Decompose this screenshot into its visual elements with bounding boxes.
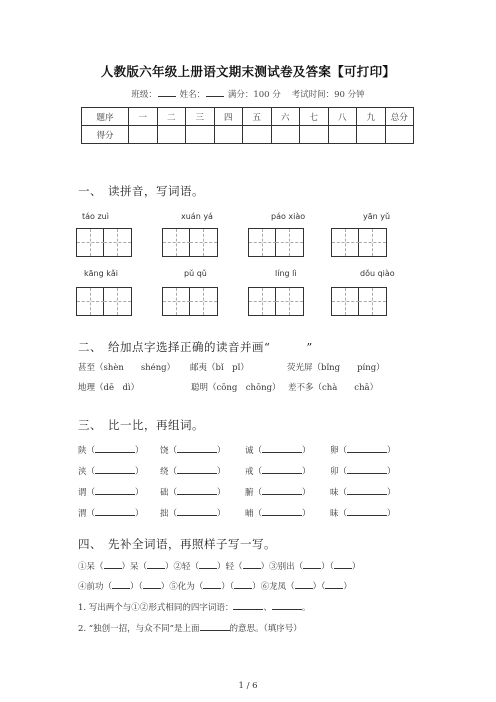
section-4-heading — [78, 536, 276, 552]
answer-blank[interactable] — [272, 600, 302, 610]
question-1: 1. 写出两个与①②形式相同的四字词语： 、 。 — [78, 600, 310, 613]
answer-blank[interactable] — [303, 559, 321, 569]
answer-blank[interactable] — [199, 559, 217, 569]
class-label: 班级： — [131, 90, 157, 100]
answer-blank[interactable] — [95, 506, 135, 516]
answer-blank[interactable] — [243, 559, 261, 569]
score-cell — [300, 126, 329, 144]
answer-blank[interactable] — [262, 485, 302, 495]
writing-grid[interactable] — [162, 287, 218, 316]
score-header-cell: 三 — [186, 108, 215, 126]
idiom-line-2: ④前功（ ）（ ）⑤化为（ ）（ ）⑥龙凤（ ）（ ） — [78, 579, 352, 592]
compare-item: 卯（ ） — [330, 464, 396, 477]
compare-item: 晡（ ） — [245, 506, 311, 519]
answer-blank[interactable] — [262, 506, 302, 516]
compare-item: 浃（ ） — [78, 464, 144, 477]
score-header-cell: 一 — [129, 108, 158, 126]
compare-item: 卵（ ） — [330, 443, 396, 456]
pronunciation-item: 地理（dē dì） — [78, 383, 140, 393]
answer-blank[interactable] — [347, 506, 387, 516]
score-header-cell: 总分 — [385, 108, 414, 126]
answer-blank[interactable] — [262, 443, 302, 453]
pronunciation-item: 邮夷（bǐ pǐ） — [190, 363, 249, 373]
answer-blank[interactable] — [262, 464, 302, 474]
answer-blank[interactable] — [147, 559, 165, 569]
compare-item: 昧（ ） — [330, 506, 396, 519]
score-cell — [243, 126, 272, 144]
name-blank — [206, 88, 224, 97]
section-number: 一、 — [78, 184, 102, 198]
writing-grid[interactable] — [331, 228, 387, 257]
answer-blank[interactable] — [347, 464, 387, 474]
answer-blank[interactable] — [177, 485, 217, 495]
answer-blank[interactable] — [234, 579, 252, 589]
score-cell — [214, 126, 243, 144]
score-cell — [328, 126, 357, 144]
writing-grid[interactable] — [248, 287, 304, 316]
section-number: 四、 — [78, 537, 102, 551]
compare-item: 戒（ ） — [245, 464, 311, 477]
pinyin-label: kāng kǎi — [84, 269, 118, 278]
answer-blank[interactable] — [233, 600, 263, 610]
score-cell — [271, 126, 300, 144]
compare-item: 础（ ） — [160, 485, 226, 498]
section-title: 先补全词语，再照样子写一写。 — [108, 537, 276, 551]
section-number: 三、 — [78, 418, 102, 432]
exam-info — [0, 88, 496, 100]
score-header-cell: 题序 — [82, 108, 129, 126]
question-2: 2. “独创一招，与众不同”是上面 的意思。（填序号） — [78, 621, 302, 634]
pinyin-label: páo xiào — [271, 212, 306, 221]
section-2-heading — [78, 339, 313, 355]
pinyin-label: líng lì — [275, 269, 297, 278]
score-header-cell: 七 — [300, 108, 329, 126]
page-title: 人教版六年级上册语文期末测试卷及答案【可打印】 — [100, 64, 396, 79]
compare-item: 味（ ） — [330, 485, 396, 498]
full-score-label: 满分：100 分 — [227, 90, 281, 100]
answer-blank[interactable] — [200, 621, 230, 631]
pinyin-label: dǒu qiào — [360, 269, 395, 278]
time-label: 考试时间：90 分钟 — [291, 90, 365, 100]
section-number: 二、 — [78, 340, 102, 354]
pronunciation-item: 荧光屏（bǐng píng） — [287, 363, 385, 373]
page-number: 1 / 6 — [238, 681, 258, 691]
writing-grid[interactable] — [248, 228, 304, 257]
score-cell — [357, 126, 386, 144]
class-blank — [158, 88, 176, 97]
section-title: 比一比，再组词。 — [108, 418, 204, 432]
score-row-label: 得分 — [82, 126, 129, 144]
pinyin-label: yān yǔ — [363, 212, 391, 221]
writing-grid[interactable] — [76, 287, 132, 316]
score-header-cell: 二 — [157, 108, 186, 126]
writing-grid[interactable] — [76, 228, 132, 257]
answer-blank[interactable] — [347, 485, 387, 495]
score-cell — [186, 126, 215, 144]
section-1-heading — [78, 183, 204, 199]
score-cell — [157, 126, 186, 144]
section-3-heading — [78, 417, 204, 433]
pronunciation-item: 差不多（chà chā） — [288, 383, 379, 393]
answer-blank[interactable] — [95, 443, 135, 453]
writing-grid[interactable] — [331, 287, 387, 316]
score-header-cell: 九 — [357, 108, 386, 126]
answer-blank[interactable] — [177, 443, 217, 453]
pinyin-label: táo zuì — [82, 212, 109, 221]
score-cell — [129, 126, 158, 144]
score-table — [81, 107, 414, 144]
score-header-cell: 五 — [243, 108, 272, 126]
answer-blank[interactable] — [143, 579, 161, 589]
idiom-line-1: ①呆（ ）呆（ ）②轻（ ）轻（ ）③别出（ ）（ ） — [78, 559, 360, 572]
answer-blank[interactable] — [177, 464, 217, 474]
writing-grid[interactable] — [162, 228, 218, 257]
pinyin-label: xuán yá — [181, 212, 213, 221]
answer-blank[interactable] — [95, 464, 135, 474]
answer-blank[interactable] — [95, 485, 135, 495]
score-row — [82, 126, 414, 144]
answer-blank[interactable] — [177, 506, 217, 516]
section-title: 读拼音，写词语。 — [108, 184, 204, 198]
compare-item: 诚（ ） — [245, 443, 311, 456]
name-label: 姓名： — [179, 90, 206, 100]
score-header-cell: 四 — [214, 108, 243, 126]
compare-item: 拙（ ） — [160, 506, 226, 519]
compare-item: 渭（ ） — [78, 506, 144, 519]
answer-blank[interactable] — [203, 579, 221, 589]
compare-item: 谓（ ） — [78, 485, 144, 498]
pronunciation-item: 甚至（shèn shéng） — [78, 363, 176, 373]
answer-blank[interactable] — [112, 579, 130, 589]
score-header-row — [82, 108, 414, 126]
compare-item: 陕（ ） — [78, 443, 144, 456]
score-header-cell: 六 — [271, 108, 300, 126]
compare-item: 饶（ ） — [160, 443, 226, 456]
answer-blank[interactable] — [104, 559, 122, 569]
section-title: 给加点字选择正确的读音并画“ ” — [108, 340, 313, 354]
pronunciation-item: 聪明（cōng chōng） — [191, 383, 281, 393]
answer-blank[interactable] — [325, 579, 343, 589]
compare-item: 绕（ ） — [160, 464, 226, 477]
answer-blank[interactable] — [295, 579, 313, 589]
answer-blank[interactable] — [347, 443, 387, 453]
compare-item: 腑（ ） — [245, 485, 311, 498]
pinyin-label: pǔ qǔ — [184, 269, 207, 278]
score-header-cell: 八 — [328, 108, 357, 126]
answer-blank[interactable] — [334, 559, 352, 569]
score-cell — [385, 126, 414, 144]
